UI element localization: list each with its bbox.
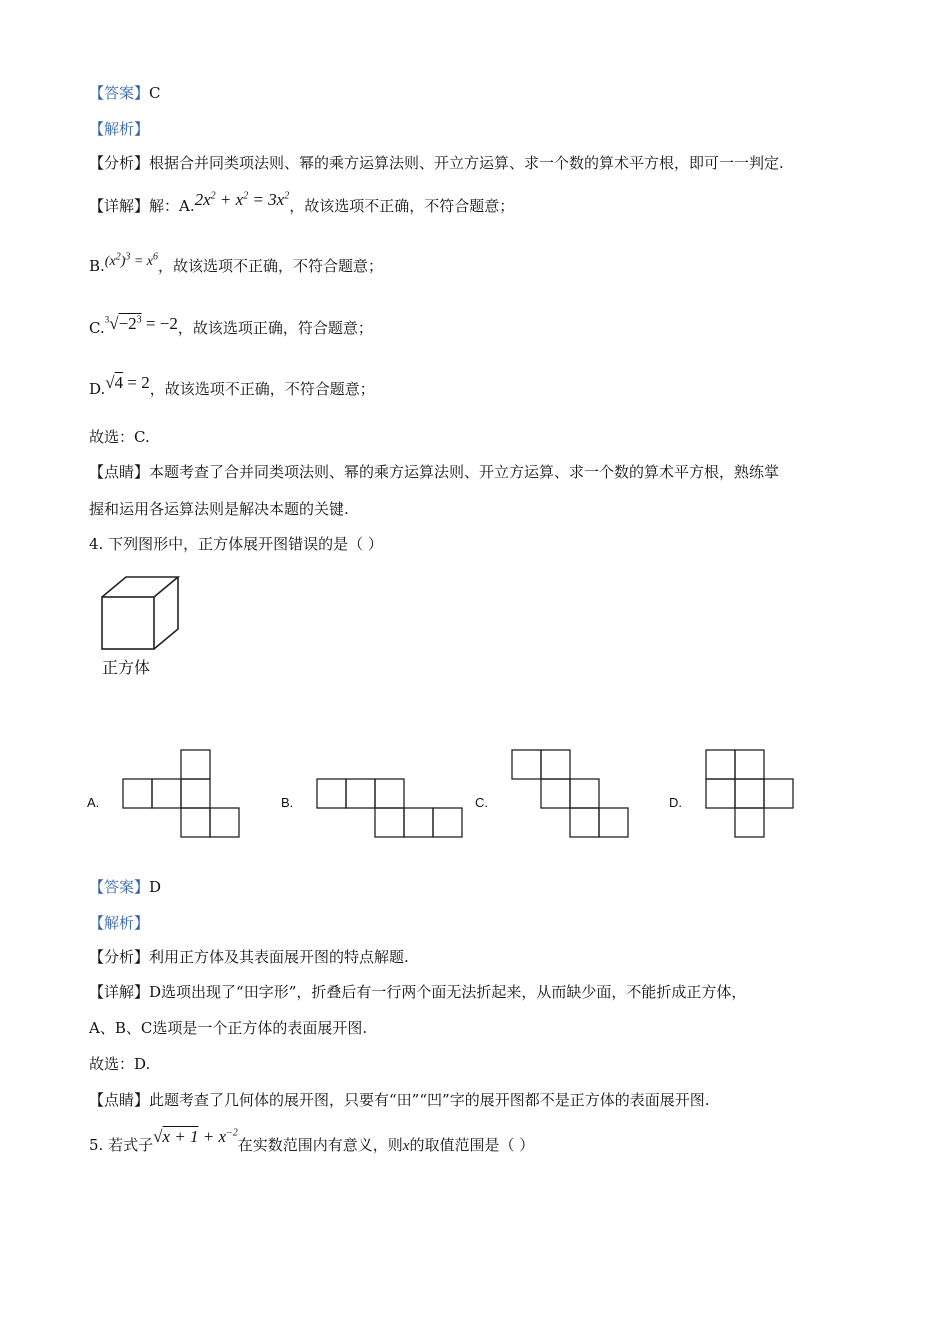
q5-question <box>89 1127 535 1155</box>
q5-mid: 在实数范围内有意义，则 <box>237 1136 403 1154</box>
q4-detail-line2: A、B、C选项是一个正方体的表面展开图. <box>89 1019 368 1037</box>
option-label-a: A. <box>87 795 100 810</box>
detail-text1: D选项出现了“田字形”，折叠后有一行两个面无法折起来，从而缺少面，不能折成正方体， <box>149 983 747 1001</box>
q3-choose: 故选：C. <box>89 428 150 446</box>
q4-question: 4. 下列图形中，正方体展开图错误的是（ ） <box>89 535 383 553</box>
dianjing-text1: 本题考查了合并同类项法则、幂的乘方运算法则、开立方运算、求一个数的算术平方根，熟练掌 <box>149 463 780 481</box>
q3-fenxi-line <box>89 152 784 173</box>
option-label-b: B. <box>281 795 294 810</box>
option-label-c: C. <box>475 795 488 810</box>
q3-detail-b-line <box>89 251 384 276</box>
q3-detail-d-line <box>89 373 375 399</box>
q3-dianjing-line1 <box>89 461 779 482</box>
fenxi-tag: 【分析】 <box>89 948 150 966</box>
net-c <box>511 749 631 839</box>
q3-dianjing-line2: 握和运用各运算法则是解决本题的关键. <box>89 500 349 518</box>
dianjing-text: 此题考查了几何体的展开图，只要有“田”“凹”字的展开图都不是正方体的表面展开图. <box>149 1091 710 1109</box>
q3-detail-c-line <box>89 314 373 338</box>
q5-var: x <box>402 1138 410 1154</box>
b-conclusion: ，故该选项不正确，不符合题意； <box>158 257 384 275</box>
analysis-tag: 【解析】 <box>89 120 150 138</box>
a-formula: $2x^2 + x^2 = 3x^2$ <box>194 190 290 209</box>
c-conclusion: ，故该选项正确，符合题意； <box>177 319 373 337</box>
q4-answer-line <box>89 876 161 897</box>
q3-detail-a-line <box>89 190 515 216</box>
q3-answer-line <box>89 82 161 103</box>
b-label: B. <box>89 257 105 275</box>
c-formula: $^3√-2^3 = -2$ <box>104 314 178 333</box>
answer-value: C <box>149 84 161 102</box>
q4-fenxi-line <box>89 946 409 967</box>
fenxi-tag: 【分析】 <box>89 154 150 172</box>
cube-caption: 正方体 <box>102 660 151 677</box>
detail-tag: 【详解】 <box>89 983 150 1001</box>
q4-analysis-heading <box>89 912 149 933</box>
net-a <box>123 749 241 839</box>
q5-end: 的取值范围是（ ） <box>409 1136 535 1154</box>
fenxi-text: 利用正方体及其表面展开图的特点解题. <box>149 948 409 966</box>
analysis-tag: 【解析】 <box>89 914 150 932</box>
q3-analysis-heading <box>89 118 149 139</box>
q5-expression: $√x + 1 + x^{-2}$ <box>153 1127 238 1146</box>
d-label: D. <box>89 380 106 398</box>
answer-value: D <box>149 878 162 896</box>
answer-tag: 【答案】 <box>89 878 150 896</box>
b-formula: $(x^2)^3 = x^6$ <box>104 251 159 269</box>
q4-choose: 故选：D. <box>89 1055 151 1073</box>
d-formula: √4 = 2 <box>105 373 150 392</box>
q5-start: 5. 若式子 <box>89 1136 154 1154</box>
fenxi-text: 根据合并同类项法则、幂的乘方运算法则、开立方运算、求一个数的算术平方根，即可一一判定. <box>149 154 784 172</box>
c-label: C. <box>89 319 105 337</box>
d-conclusion: ，故该选项不正确，不符合题意； <box>149 380 375 398</box>
q4-detail-line1 <box>89 981 746 1002</box>
dianjing-tag: 【点睛】 <box>89 463 150 481</box>
net-d <box>705 749 797 839</box>
a-conclusion: ，故该选项不正确，不符合题意； <box>289 197 515 215</box>
detail-tag: 【详解】 <box>89 197 150 215</box>
q4-dianjing-line <box>89 1089 709 1110</box>
detail-intro: 解：A. <box>149 197 195 215</box>
cube-figure <box>100 575 182 651</box>
dianjing-tag: 【点睛】 <box>89 1091 150 1109</box>
option-label-d: D. <box>669 795 682 810</box>
net-b <box>317 778 465 840</box>
answer-tag: 【答案】 <box>89 84 150 102</box>
